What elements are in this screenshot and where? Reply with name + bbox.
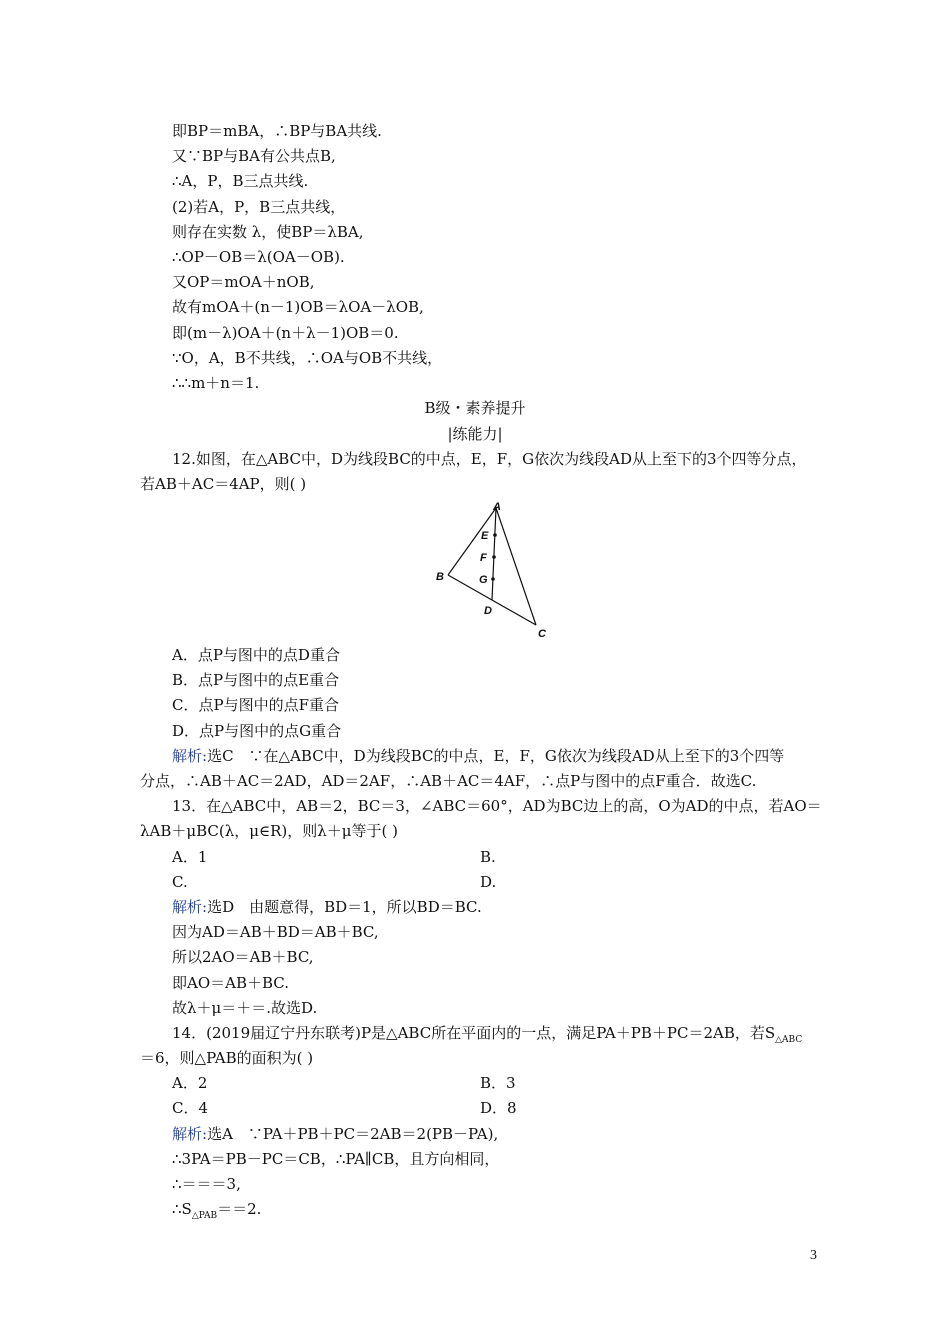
analysis-label: 解析: bbox=[172, 747, 208, 765]
analysis-line bbox=[172, 745, 784, 767]
analysis-line: ∴3PA＝PB－PC＝CB，∴PA∥CB，且方向相同， bbox=[172, 1150, 500, 1168]
text-line: 故有mOA＋(n－1)OB＝λOA－λOB, bbox=[172, 298, 424, 316]
text-line: (2)若A，P，B三点共线， bbox=[172, 198, 346, 216]
analysis-text: 选A ∵PA＋PB＋PC＝2AB＝2(PB－PA), bbox=[207, 1125, 499, 1143]
label-b: B bbox=[436, 571, 444, 583]
page-number: 3 bbox=[810, 1248, 817, 1263]
option-a: A．1 bbox=[172, 848, 208, 866]
analysis-line bbox=[172, 1123, 498, 1145]
question-stem: 12.如图，在△ABC中，D为线段BC的中点，E，F，G依次为线段AD从上至下的3个四等分点， bbox=[172, 450, 807, 468]
section-subtitle: |练能力| bbox=[447, 425, 503, 443]
question-stem: λAB＋μBC(λ，μ∈R)，则λ＋μ等于( ) bbox=[140, 822, 398, 840]
label-c: C bbox=[538, 628, 546, 640]
question-stem: ＝6，则△PAB的面积为( ) bbox=[140, 1049, 314, 1067]
option-d: D．点P与图中的点G重合 bbox=[172, 722, 342, 740]
analysis-line: 分点，∴AB＋AC＝2AD，AD＝2AF，∴AB＋AC＝4AF，∴点P与图中的点F重合．故选C. bbox=[140, 772, 757, 790]
option-c: C．点P与图中的点F重合 bbox=[172, 696, 339, 714]
analysis-text: 选C ∵在△ABC中，D为线段BC的中点，E，F，G依次为线段AD从上至下的3个四等 bbox=[207, 747, 785, 765]
question-stem: 13．在△ABC中，AB＝2，BC＝3，∠ABC＝60°，AD为BC边上的高，O为AD的中点，若AO＝ bbox=[172, 797, 822, 815]
analysis-text: ∴S bbox=[172, 1200, 192, 1218]
label-e: E bbox=[481, 530, 489, 542]
triangle-figure bbox=[430, 498, 560, 643]
label-f: F bbox=[480, 552, 487, 564]
analysis-line: 即AO＝AB＋BC. bbox=[172, 974, 289, 992]
question-stem: 若AB＋AC＝4AP，则( ) bbox=[140, 475, 307, 493]
option-b: B．3 bbox=[480, 1074, 516, 1092]
analysis-subscript: △PAB bbox=[191, 1211, 218, 1221]
text-line: 即BP＝mBA，∴BP与BA共线. bbox=[172, 122, 382, 140]
option-d: D．8 bbox=[480, 1099, 517, 1117]
analysis-text: 选D 由题意得，BD＝1，所以BD＝BC. bbox=[207, 898, 482, 916]
option-c: C．4 bbox=[172, 1099, 209, 1117]
label-g: G bbox=[479, 574, 488, 586]
analysis-line: 因为AD＝AB＋BD＝AB＋BC, bbox=[172, 923, 379, 941]
option-b: B. bbox=[480, 848, 496, 866]
section-title: B级・素养提升 bbox=[424, 399, 526, 417]
stem-subscript: △ABC bbox=[775, 1035, 803, 1045]
text-line: ∴∴m＋n＝1. bbox=[172, 374, 260, 392]
option-b: B．点P与图中的点E重合 bbox=[172, 671, 340, 689]
text-line: ∵O，A，B不共线，∴OA与OB不共线， bbox=[172, 349, 443, 367]
option-a: A．点P与图中的点D重合 bbox=[172, 646, 340, 664]
analysis-line: 所以2AO＝AB＋BC, bbox=[172, 948, 314, 966]
analysis-line: ∴＝＝＝3, bbox=[172, 1175, 241, 1193]
analysis-label: 解析: bbox=[172, 898, 208, 916]
label-a: A bbox=[493, 501, 501, 513]
text-line: 又OP＝mOA＋nOB, bbox=[172, 273, 315, 291]
text-line: ∴OP－OB＝λ(OA－OB). bbox=[172, 248, 345, 266]
text-line: 又∵BP与BA有公共点B, bbox=[172, 147, 336, 165]
text-line: 则存在实数 λ，使BP＝λBA, bbox=[172, 223, 364, 241]
label-d: D bbox=[484, 605, 492, 617]
text-line: ∴A，P，B三点共线. bbox=[172, 172, 309, 190]
analysis-label: 解析: bbox=[172, 1125, 208, 1143]
option-c: C. bbox=[172, 873, 188, 891]
option-a: A．2 bbox=[172, 1074, 208, 1092]
option-d: D. bbox=[480, 873, 497, 891]
stem-text: 14．(2019届辽宁丹东联考)P是△ABC所在平面内的一点，满足PA＋PB＋PC＝2AB，若S bbox=[172, 1024, 776, 1042]
analysis-line: 故λ＋μ＝＋＝.故选D. bbox=[172, 999, 318, 1017]
analysis-text: ＝＝2. bbox=[217, 1200, 262, 1218]
analysis-line bbox=[172, 896, 482, 918]
analysis-line bbox=[172, 1198, 261, 1227]
text-line: 即(m－λ)OA＋(n＋λ－1)OB＝0. bbox=[172, 324, 399, 342]
